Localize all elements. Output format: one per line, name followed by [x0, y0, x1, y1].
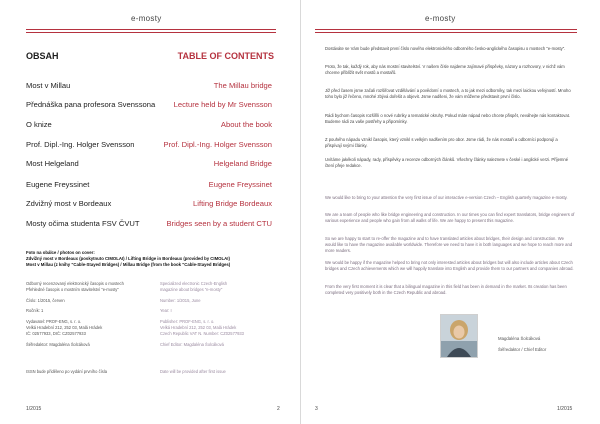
masthead-line: Chief Editor: Magdaléna Šolcáková — [160, 341, 224, 347]
masthead-line: Číslo: 1/2015, červen — [26, 297, 65, 303]
credits-title: Foto na obálce / photos on cover: — [26, 250, 95, 255]
editorial-paragraph-cz: Rádi bychom časopis rozšířili o nové rubriky a tematické okruhy. Pokud máte nápad nebo chcete přispět, neváhejte nás kontaktovat. Budeme rádi za vaše postřehy a připomínky. — [325, 113, 571, 125]
masthead-line: Vydavatel: PROF-ENG, s. r. o. — [26, 319, 82, 325]
toc-item-cz: Most v Millau — [26, 81, 71, 90]
toc-item[interactable] — [26, 81, 272, 93]
toc-item[interactable] — [26, 199, 272, 211]
toc-item-cz: Prof. Dipl.-Ing. Holger Svensson — [26, 140, 135, 149]
masthead-line: Velká Hradební 212, 252 03, Malá Hrádek — [160, 324, 237, 330]
masthead-line: Czech Republic VAT N. Number: CZ02577933 — [160, 330, 244, 336]
masthead-cz — [26, 281, 146, 375]
masthead-en — [160, 281, 275, 375]
editorial-paragraph-cz: Dostáváte se Vám bude představit první číslo nového elektronického odborného česko-anglického časopisu o mostech "e-mosty". — [325, 46, 566, 51]
signature-name: Magdaléna Šolcáková — [498, 336, 541, 341]
masthead-line: IČ: 02577933, DIČ: CZ02577933 — [26, 330, 86, 336]
right-page — [301, 0, 600, 424]
header-rule — [26, 32, 276, 33]
toc-item-cz: Mosty očima studenta FSV ČVUT — [26, 219, 140, 228]
masthead-line: ISSN bude přiděleno po vydání prvního čísla — [26, 369, 108, 375]
toc-item-cz: Zdvižný most v Bordeaux — [26, 199, 112, 208]
signature-role: Šéfredaktor / Chief Editor — [498, 347, 547, 352]
toc-title-cz: OBSAH — [26, 51, 59, 61]
masthead-line: Publisher: PROF-ENG, s. r. o. — [160, 319, 215, 325]
page-header: e-mosty — [131, 14, 162, 23]
toc-item-cz: Most Helgeland — [26, 159, 79, 168]
page-header: e-mosty — [425, 14, 456, 23]
editor-photo — [440, 314, 478, 358]
page-number: 3 — [315, 406, 318, 412]
toc-item[interactable] — [26, 219, 272, 231]
editorial-paragraph-en: We would like to bring to your attention the very first issue of our interactive e-version Czech – English quarterly magazine e-mosty. — [325, 195, 568, 200]
credits-line: Zdvižný most v Bordeaux (poskytnuto CIMOLAI) / Lifting Bridge in Bordeaux (provided by CIMOLAI) — [26, 256, 230, 261]
editorial-paragraph-en: From the very first moment it is clear that a bilingual magazine in this field has been in demand in the market. Its creation has been completed very positively both in the Czech Republic and abroad. — [325, 284, 567, 296]
header-rule — [26, 29, 276, 30]
masthead-line: Přehledné časopis o mostním stavitelství "e-mosty" — [26, 286, 119, 292]
toc-item-en: Lifting Bridge Bordeaux — [193, 199, 272, 208]
toc-item-en: Eugene Freyssinet — [208, 180, 272, 189]
masthead-line: Number: 1/2015, June — [160, 297, 201, 303]
editorial-paragraph-en: We would be happy if the magazine helped to bring not only interested articles about bridges but will also include articles about Czech bridges and Czech achievements which we will happily translate into English and provide them to our partners and companies abroad. — [325, 260, 574, 272]
editorial-paragraph-cz: Z pouhého nápadu vznikl časopis, který vznikl s velkým nadšením pro obor. Jsme rádi, že nás mostaři a odborníci podporují a přispívají svými články. — [325, 137, 558, 149]
editorial-paragraph-en: We are a team of people who like bridge engineering and construction. In our times you can find expert translators, bridge engineers of various experience and people who gain from all walks of life. We are happy to present this magazine. — [325, 212, 575, 224]
credits-line: Most v Millau (z knihy "Cable-Stayed Bridges) / Millau Bridge (from the book "Cable-Stayed Bridges) — [26, 262, 231, 267]
editorial-paragraph-cz: Proto, že tak, každý rok, aby nás mostní stavitelství. V našem čísle najdeme zajímavé příspěvky, názory a rozhovory, v nichž vám chceme přiblížit svět mostů a mostařů. — [325, 64, 565, 76]
toc-item[interactable] — [26, 180, 272, 192]
masthead-line: Velká Hradební 212, 252 03, Malá Hrádek — [26, 324, 103, 330]
toc-item-en: Bridges seen by a student CTU — [166, 219, 272, 228]
editorial-paragraph-cz: Již před časem jsme začali rozšiřovat vzdělávání a povědomí o mostech, a to jak mezi odborníky, tak mezi laickou veřejností. Mnoho toho bylo již řečeno, mnohé zbývá dořešit a objevit. Jsme nadšeni, že vám můžeme představit první číslo. — [325, 88, 571, 100]
toc-item-cz: O knize — [26, 120, 52, 129]
toc-item[interactable] — [26, 120, 272, 132]
footer-issue: 1/2015 — [26, 406, 42, 412]
header-rule — [315, 32, 577, 33]
toc-item[interactable] — [26, 100, 272, 112]
masthead-line: Odborný recenzovaný elektronický časopis o mostech — [26, 281, 124, 286]
toc-item-cz: Eugene Freyssinet — [26, 180, 90, 189]
toc-item-en: The Millau bridge — [213, 81, 272, 90]
footer-issue: 1/2015 — [557, 406, 573, 412]
toc-item-en: Lecture held by Mr Svensson — [173, 100, 272, 109]
masthead-line: Ročník: 1 — [26, 308, 44, 314]
masthead-line: magazine about bridges "e-mosty" — [160, 286, 223, 292]
toc-title-en: TABLE OF CONTENTS — [177, 51, 274, 61]
masthead-line: Šéfredaktor: Magdaléna Šolcáková — [26, 341, 90, 347]
masthead-line: Specialized electronic Czech-English — [160, 281, 228, 286]
editorial-paragraph-cz: Uvítáme jakékoli nápady, rady, příspěvky a recenze odborných článků. Všechny články naleznete v české i anglické verzi. Příjemné čtení přeje redakce. — [325, 157, 569, 169]
toc-item[interactable] — [26, 159, 272, 171]
cover-photo-credits — [26, 250, 276, 268]
editorial-paragraph-en: So we are happy to start to re-offer the magazine and to have translated articles about bridges, their design and construction. We would like to have the magazine available worldwide. Therefore we need to have it in both languages and we hope to reach more and more readers. — [325, 236, 573, 254]
page-number: 2 — [277, 406, 280, 412]
toc-item-cz: Přednáška pana profesora Svenssona — [26, 100, 156, 109]
toc-item-en: About the book — [220, 120, 272, 129]
header-rule — [315, 29, 577, 30]
toc-item-en: Prof. Dipl.-Ing. Holger Svensson — [163, 140, 272, 149]
toc-item[interactable] — [26, 140, 272, 152]
toc-item-en: Helgeland Bridge — [213, 159, 272, 168]
masthead-line: Date will be provided after first issue — [160, 369, 226, 375]
masthead-line: Year: I — [160, 308, 172, 314]
